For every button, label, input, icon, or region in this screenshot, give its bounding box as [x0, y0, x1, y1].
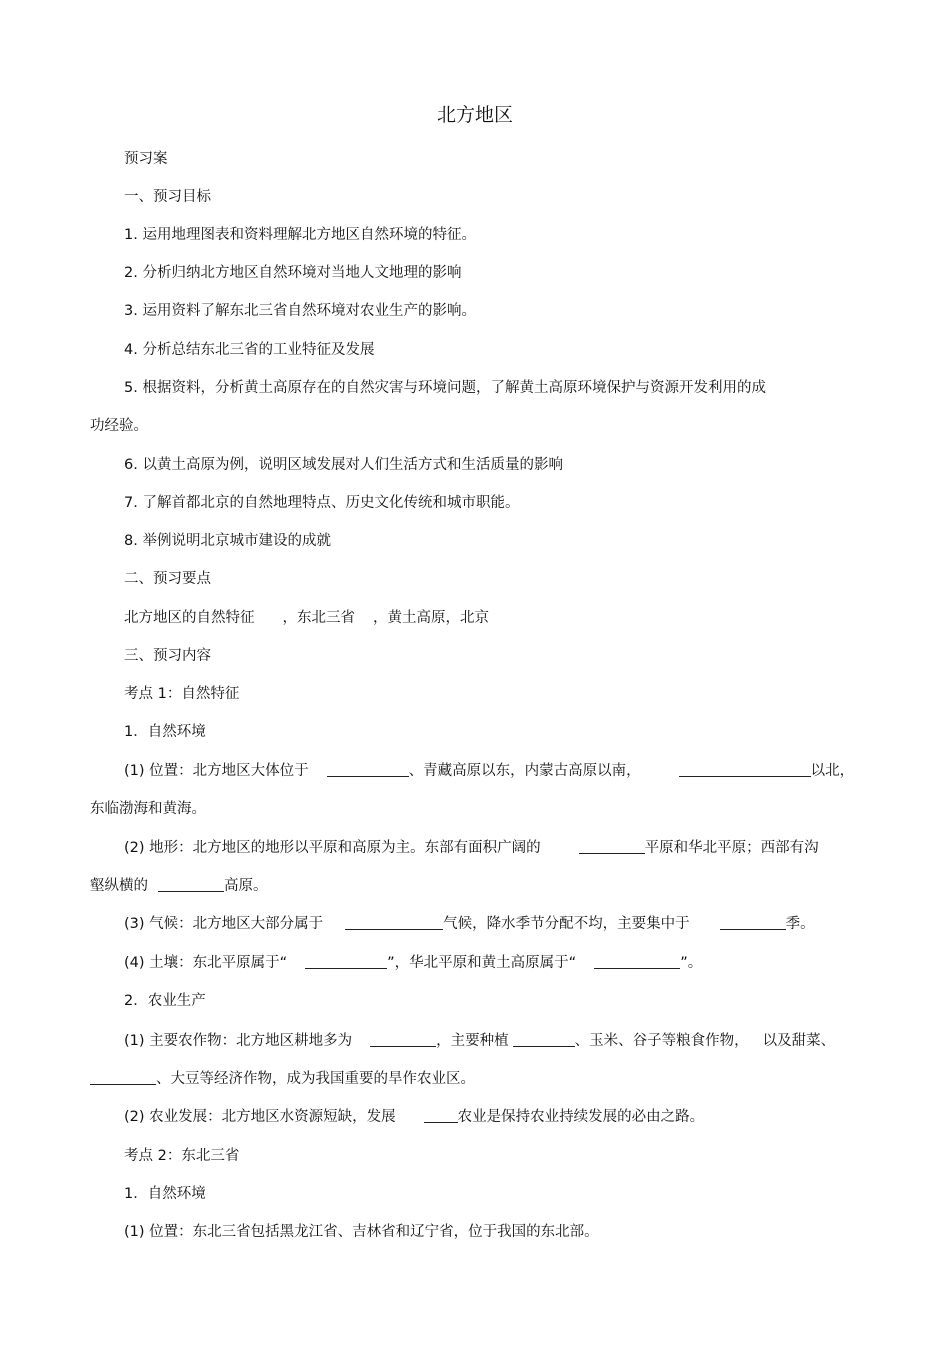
fill-blank[interactable]: [158, 876, 224, 892]
goal-item: 2. 分析归纳北方地区自然环境对当地人文地理的影响: [124, 265, 462, 281]
soil-line: [124, 953, 702, 973]
northeast-position-line: (1) 位置：东北三省包括黑龙江省、吉林省和辽宁省，位于我国的东北部。: [124, 1224, 599, 1240]
text-span: ，主要种植: [436, 1033, 509, 1049]
subheading-agriculture: 2．农业生产: [124, 993, 206, 1009]
goal-item: 3. 运用资料了解东北三省自然环境对农业生产的影响。: [124, 303, 476, 319]
fill-blank[interactable]: [720, 914, 786, 930]
goal-item: 5. 根据资料，分析黄土高原存在的自然灾害与环境问题，了解黄土高原环境保护与资源开发利用的成: [124, 380, 766, 396]
key-point-2: 考点 2：东北三省: [124, 1148, 240, 1164]
heading-content: 三、预习内容: [124, 648, 211, 664]
crop-line-continued: [90, 1069, 475, 1089]
text-span: 高原。: [224, 878, 268, 894]
points-text: 北方地区的自然特征: [124, 610, 255, 626]
goal-item: 1. 运用地理图表和资料理解北方地区自然环境的特征。: [124, 227, 476, 243]
fill-blank[interactable]: [513, 1031, 575, 1047]
text-span: 季。: [785, 916, 815, 932]
text-span: (3) 气候：北方地区大部分属于: [124, 916, 324, 932]
fill-blank[interactable]: [424, 1107, 458, 1123]
text-span: (1) 位置：北方地区大体位于: [124, 763, 309, 779]
goal-item-continued: 功经验。: [90, 418, 148, 434]
goal-item: 8. 举例说明北京城市建设的成就: [124, 533, 331, 549]
text-span: 以北，: [810, 763, 855, 779]
terrain-line: [124, 838, 819, 858]
fill-blank[interactable]: [679, 761, 811, 777]
key-point-1: 考点 1：自然特征: [124, 686, 240, 702]
text-span: (2) 地形：北方地区的地形以平原和高原为主。东部有面积广阔的: [124, 840, 541, 856]
text-span: 壑纵横的: [90, 878, 148, 894]
text-span: (1) 主要农作物：北方地区耕地多为: [124, 1033, 353, 1049]
subheading-northeast-nature: 1．自然环境: [124, 1186, 206, 1202]
text-span: (4) 土壤：东北平原属于“: [124, 955, 288, 971]
fill-blank[interactable]: [90, 1069, 156, 1085]
section-preview: 预习案: [124, 151, 168, 167]
position-line: [124, 761, 854, 781]
goal-item: 4. 分析总结东北三省的工业特征及发展: [124, 342, 375, 358]
points-line: [124, 608, 489, 628]
crop-line: [124, 1031, 835, 1051]
terrain-line-continued: [90, 876, 268, 896]
heading-goals: 一、预习目标: [124, 189, 211, 205]
fill-blank[interactable]: [327, 761, 409, 777]
text-span: 、玉米、谷子等粮食作物，: [574, 1033, 749, 1049]
text-span: 、大豆等经济作物，成为我国重要的旱作农业区。: [156, 1071, 475, 1087]
fill-blank[interactable]: [345, 914, 443, 930]
goal-item: 6. 以黄土高原为例，说明区域发展对人们生活方式和生活质量的影响: [124, 457, 563, 473]
text-span: 农业是保持农业持续发展的必由之路。: [457, 1109, 705, 1125]
page-title: 北方地区: [436, 104, 513, 126]
heading-points: 二、预习要点: [124, 571, 211, 587]
climate-line: [124, 914, 815, 934]
text-span: 以及甜菜、: [762, 1033, 836, 1049]
text-span: 、青藏高原以东，内蒙古高原以南，: [408, 763, 641, 779]
text-span: ”，华北平原和黄土高原属于“: [387, 955, 577, 971]
fill-blank[interactable]: [370, 1031, 436, 1047]
points-text: ，黄土高原，北京: [373, 610, 489, 626]
agri-development-line: [124, 1107, 704, 1127]
points-text: ，东北三省: [282, 610, 355, 626]
position-line-continued: 东临渤海和黄海。: [90, 801, 206, 817]
text-span: ”。: [680, 955, 703, 971]
fill-blank[interactable]: [579, 838, 645, 854]
fill-blank[interactable]: [305, 953, 387, 969]
text-span: (2) 农业发展：北方地区水资源短缺，发展: [124, 1109, 396, 1125]
subheading-nature: 1．自然环境: [124, 724, 206, 740]
goal-item: 7. 了解首都北京的自然地理特点、历史文化传统和城市职能。: [124, 495, 520, 511]
fill-blank[interactable]: [594, 953, 680, 969]
text-span: 平原和华北平原；西部有沟: [644, 840, 819, 856]
text-span: 气候，降水季节分配不均，主要集中于: [443, 916, 690, 932]
